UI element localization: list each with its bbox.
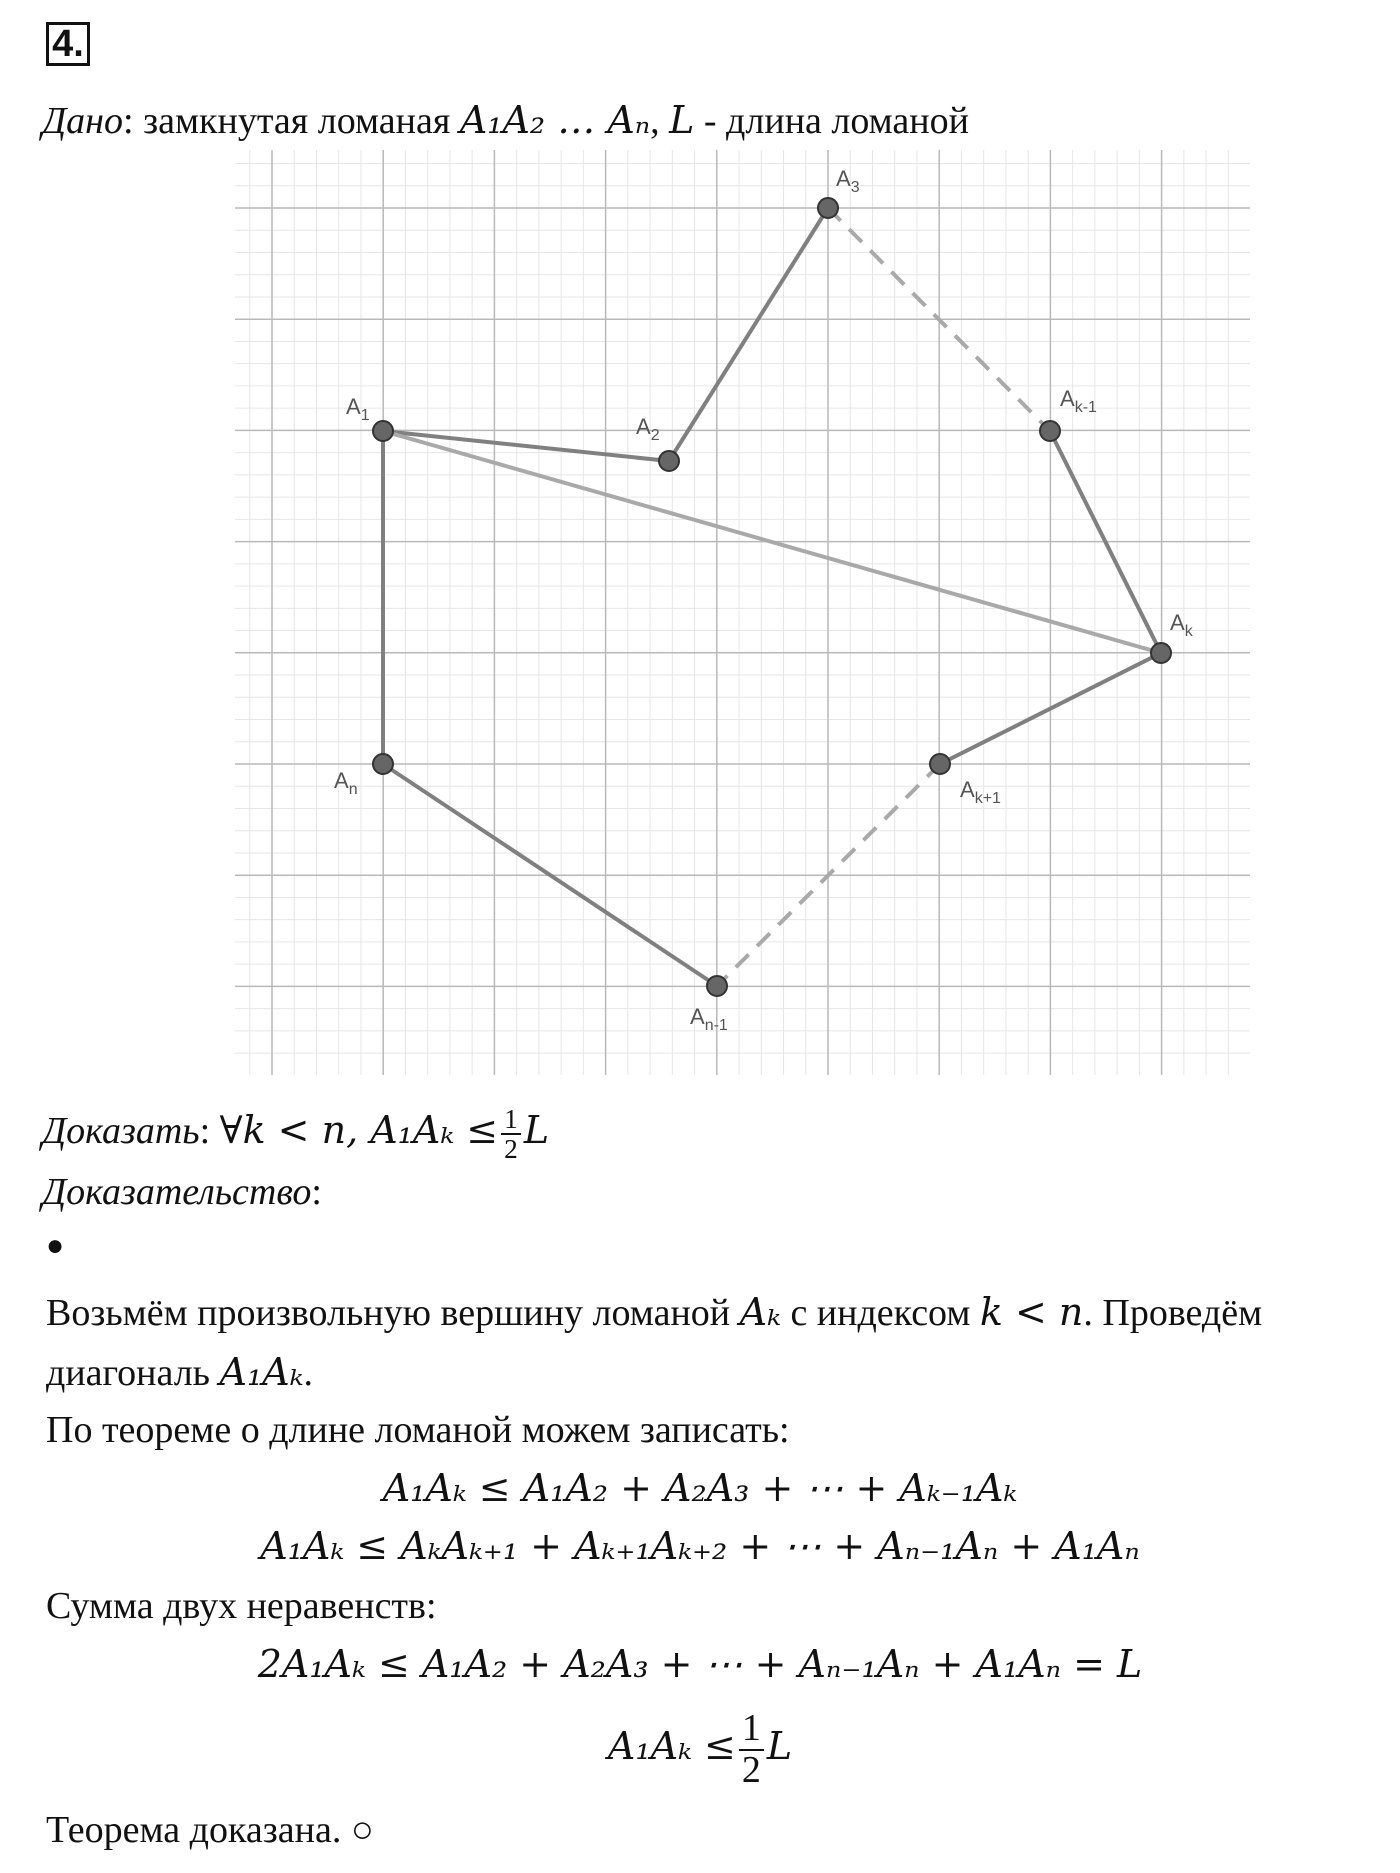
- edge-A2-A3: [669, 208, 828, 461]
- label-Ak: $A_k$: [1170, 610, 1193, 640]
- point-Akp1: [930, 754, 950, 774]
- label-Akp1: $A_{k+1}$: [960, 777, 1001, 807]
- label-Anm1: $A_{n-1}$: [690, 1004, 728, 1034]
- given-L: L: [669, 98, 695, 142]
- prove-label: Доказать: [42, 1110, 200, 1152]
- point-A2: [659, 451, 679, 471]
- point-Anm1: [707, 976, 727, 996]
- equation-4: A₁Aₖ ≤ $\frac{1}{2}$ L: [607, 1707, 793, 1792]
- label-A2: $A_2$: [636, 414, 660, 444]
- label-Akm1: $A_{k-1}$: [1060, 386, 1097, 416]
- point-Ak: [1151, 643, 1171, 663]
- label-A3: $A_3$: [836, 166, 860, 196]
- prove-line: Доказать: ∀k < n, A₁Aₖ ≤ $\frac{1}{2}$ L: [42, 1103, 550, 1165]
- point-A3: [818, 198, 838, 218]
- end-mark: ○: [350, 1809, 374, 1851]
- given-L-desc: - длина ломаной: [703, 100, 969, 142]
- prove-fraction: $\frac{1}{2}$: [501, 1105, 521, 1164]
- proof-line-2: диагональ A₁Aₖ.: [46, 1350, 313, 1394]
- proof-line-1: Возьмём произвольную вершину ломаной Aₖ с индексом k < n. Проведём: [46, 1290, 1263, 1334]
- given-label: Дано: [42, 100, 124, 142]
- equation-4-fraction: $\frac{1}{2}$: [739, 1709, 764, 1791]
- proof-label: Доказательство:: [42, 1171, 322, 1213]
- conclusion: Теорема доказана. ○: [46, 1809, 374, 1851]
- given-line: Дано: замкнутая ломаная A₁A₂ … Aₙ, L - длина ломаной: [42, 98, 969, 142]
- proof-line-4: Сумма двух неравенств:: [46, 1585, 437, 1627]
- grid: [235, 150, 1250, 1075]
- label-A1: $A_1$: [346, 394, 370, 424]
- proof-bullet: ●: [46, 1229, 65, 1262]
- given-text: замкнутая ломаная: [143, 100, 451, 142]
- prove-statement: ∀k < n, A₁Aₖ ≤: [219, 1108, 499, 1152]
- given-polyline: A₁A₂ … Aₙ: [459, 98, 651, 142]
- edge-A1-A2: [383, 431, 669, 461]
- equation-3: 2A₁Aₖ ≤ A₁A₂ + A₂A₃ + ⋯ + Aₙ₋₁Aₙ + A₁Aₙ = L: [257, 1642, 1143, 1686]
- problem-number: 4.: [46, 22, 90, 66]
- point-A1: [373, 421, 393, 441]
- proof-line-3: По теореме о длине ломаной можем записать:: [46, 1409, 790, 1451]
- point-An: [373, 754, 393, 774]
- label-An: $A_n$: [334, 768, 358, 798]
- equation-1: A₁Aₖ ≤ A₁A₂ + A₂A₃ + ⋯ + Aₖ₋₁Aₖ: [382, 1466, 1018, 1510]
- equation-2: A₁Aₖ ≤ AₖAₖ₊₁ + Aₖ₊₁Aₖ₊₂ + ⋯ + Aₙ₋₁Aₙ + A₁Aₙ: [260, 1524, 1140, 1568]
- point-Akm1: [1040, 421, 1060, 441]
